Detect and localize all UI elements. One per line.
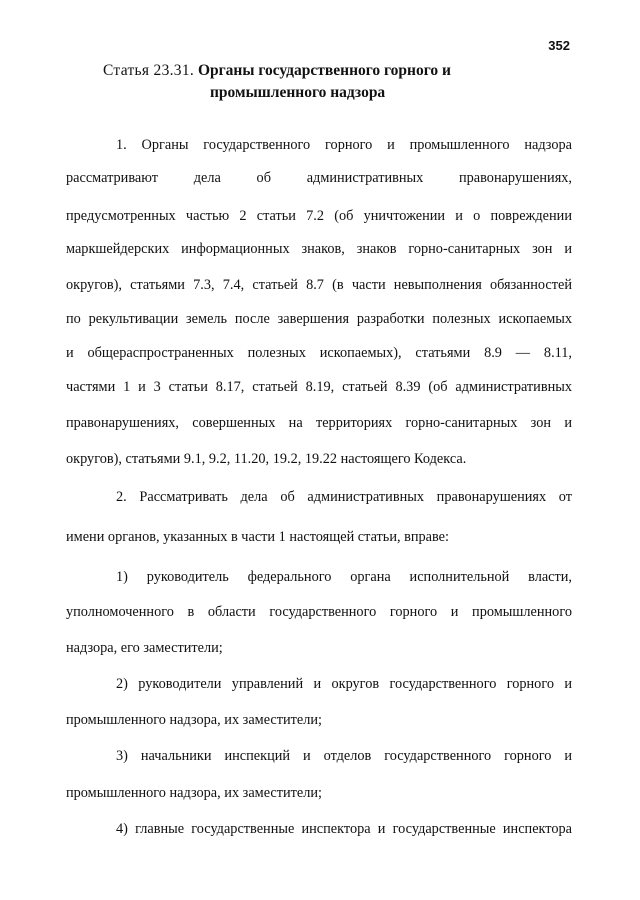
text-line: уполномоченного в области государственного горного и промышленного <box>66 604 572 620</box>
text-line: и общераспространенных полезных ископаемых), статьями 8.9 — 8.11, <box>66 345 572 361</box>
text-line: округов), статьями 7.3, 7.4, статьей 8.7 (в части невыполнения обязанностей <box>66 277 572 293</box>
article-title-continuation: промышленного надзора <box>210 84 386 101</box>
text-line: промышленного надзора, их заместители; <box>66 712 323 728</box>
text-line: 4) главные государственные инспектора и государственные инспектора <box>116 821 572 837</box>
text-line: 1. Органы государственного горного и промышленного надзора <box>116 137 572 153</box>
article-number: Статья 23.31. <box>103 62 195 79</box>
text-line: 2) руководители управлений и округов государственного горного и <box>116 676 572 692</box>
text-line: 1) руководитель федерального органа исполнительной власти, <box>116 569 572 585</box>
text-line: правонарушениях, совершенных на территориях горно-санитарных зон и <box>66 415 572 431</box>
article-title: Органы государственного горного и <box>197 62 451 79</box>
article-heading-line1 <box>103 60 563 82</box>
text-line: промышленного надзора, их заместители; <box>66 785 323 801</box>
text-line: имени органов, указанных в части 1 настоящей статьи, вправе: <box>66 529 449 545</box>
text-line: частями 1 и 3 статьи 8.17, статьей 8.19, статьей 8.39 (об административных <box>66 379 572 395</box>
page-number: 352 <box>548 38 570 53</box>
text-line: маркшейдерских информационных знаков, знаков горно-санитарных зон и <box>66 241 572 257</box>
text-line: надзора, его заместители; <box>66 640 223 656</box>
text-line: 2. Рассматривать дела об административных правонарушениях от <box>116 489 572 505</box>
text-line: 3) начальники инспекций и отделов государственного горного и <box>116 748 572 764</box>
text-line: по рекультивации земель после завершения разработки полезных ископаемых <box>66 311 572 327</box>
article-heading <box>103 60 563 104</box>
text-line: предусмотренных частью 2 статьи 7.2 (об уничтожении и о повреждении <box>66 208 572 224</box>
text-line: округов), статьями 9.1, 9.2, 11.20, 19.2, 19.22 настоящего Кодекса. <box>66 451 467 467</box>
text-line: рассматривают дела об административных правонарушениях, <box>66 170 572 186</box>
